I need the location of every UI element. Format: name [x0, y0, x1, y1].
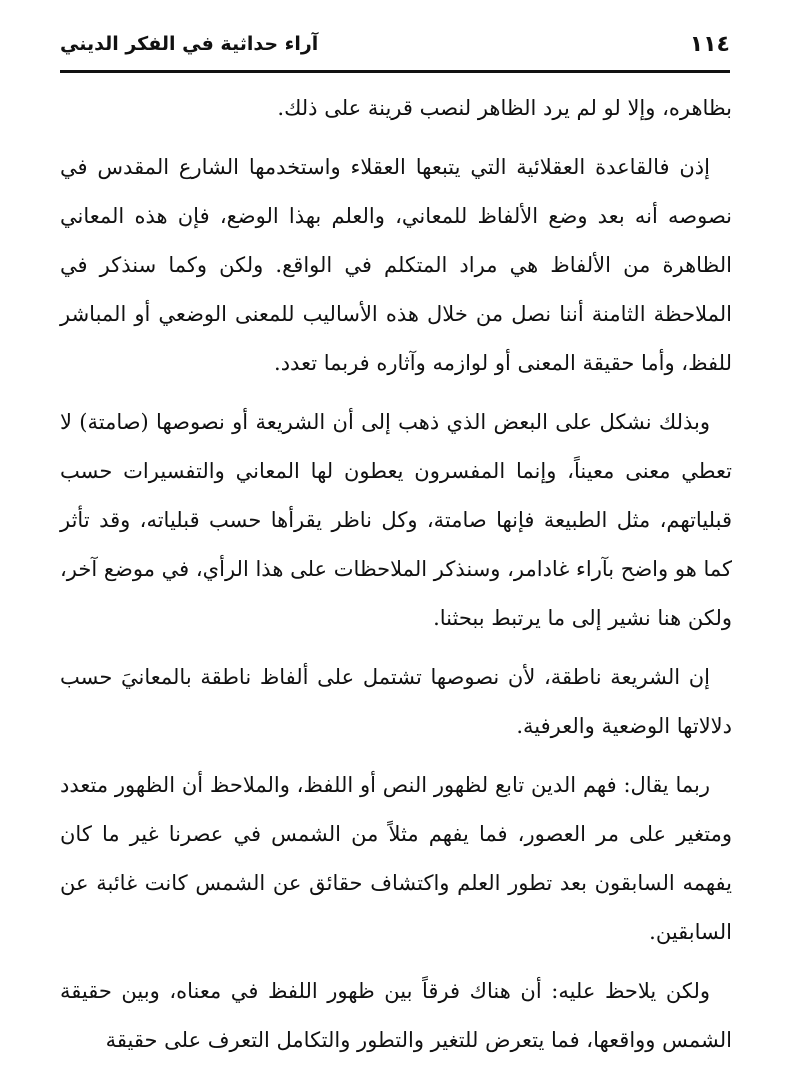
paragraph-silent-sharia: وبذلك نشكل على البعض الذي ذهب إلى أن الشريعة أو نصوصها (صامتة) لا تعطي معنى معيناً، وإنما المفسرون يعطون لها المعاني والتفسيرات حسب قبلياتهم، مثل الطبيعة فإنها صامتة، وكل ناظر يقرأها حسب قبلياته، وقد تأثر كما هو واضح بآراء غادامر، وسنذكر الملاحظات على هذا الرأي، في موضع آخر، ولكن هنا نشير إلى ما يرتبط ببحثنا. — [60, 410, 732, 630]
paragraph-continuation: بظاهره، وإلا لو لم يرد الظاهر لنصب قرينة على ذلك. — [277, 96, 732, 120]
paragraph-objection: ربما يقال: فهم الدين تابع لظهور النص أو اللفظ، والملاحظ أن الظهور متعدد ومتغير على مر العصور، فما يفهم مثلاً من الشمس في عصرنا غير ما كان يفهمه السابقون بعد تطور العلم واكتشاف حقائق عن الشمس كانت غائبة عن السابقين. — [60, 773, 732, 944]
header-divider — [60, 70, 730, 73]
paragraph-speaking-sharia: إن الشريعة ناطقة، لأن نصوصها تشتمل على ألفاظ ناطقة بالمعانيَ حسب دلالاتها الوضعية والعرفية. — [60, 665, 732, 738]
page-body — [60, 84, 732, 1075]
book-title: آراء حداثية في الفكر الديني — [60, 33, 319, 55]
page-number: ١١٤ — [689, 31, 730, 57]
paragraph-reply: ولكن يلاحظ عليه: أن هناك فرقاً بين ظهور اللفظ في معناه، وبين حقيقة الشمس وواقعها، فما يتعرض للتغير والتطور والتكامل التعرف على حقيقة — [60, 979, 732, 1052]
running-header — [60, 22, 730, 66]
paragraph-rational-rule: إذن فالقاعدة العقلائية التي يتبعها العقلاء واستخدمها الشارع المقدس في نصوصه أنه بعد وضع الألفاظ للمعاني، والعلم بهذا الوضع، فإن هذه المعاني الظاهرة من الألفاظ هي مراد المتكلم في الواقع. ولكن وكما سنذكر في الملاحظة الثامنة أننا نصل من خلال هذه الأساليب للمعنى الوضعي أو المباشر للفظ، وأما حقيقة المعنى أو لوازمه وآثاره فربما تعدد. — [60, 155, 732, 375]
